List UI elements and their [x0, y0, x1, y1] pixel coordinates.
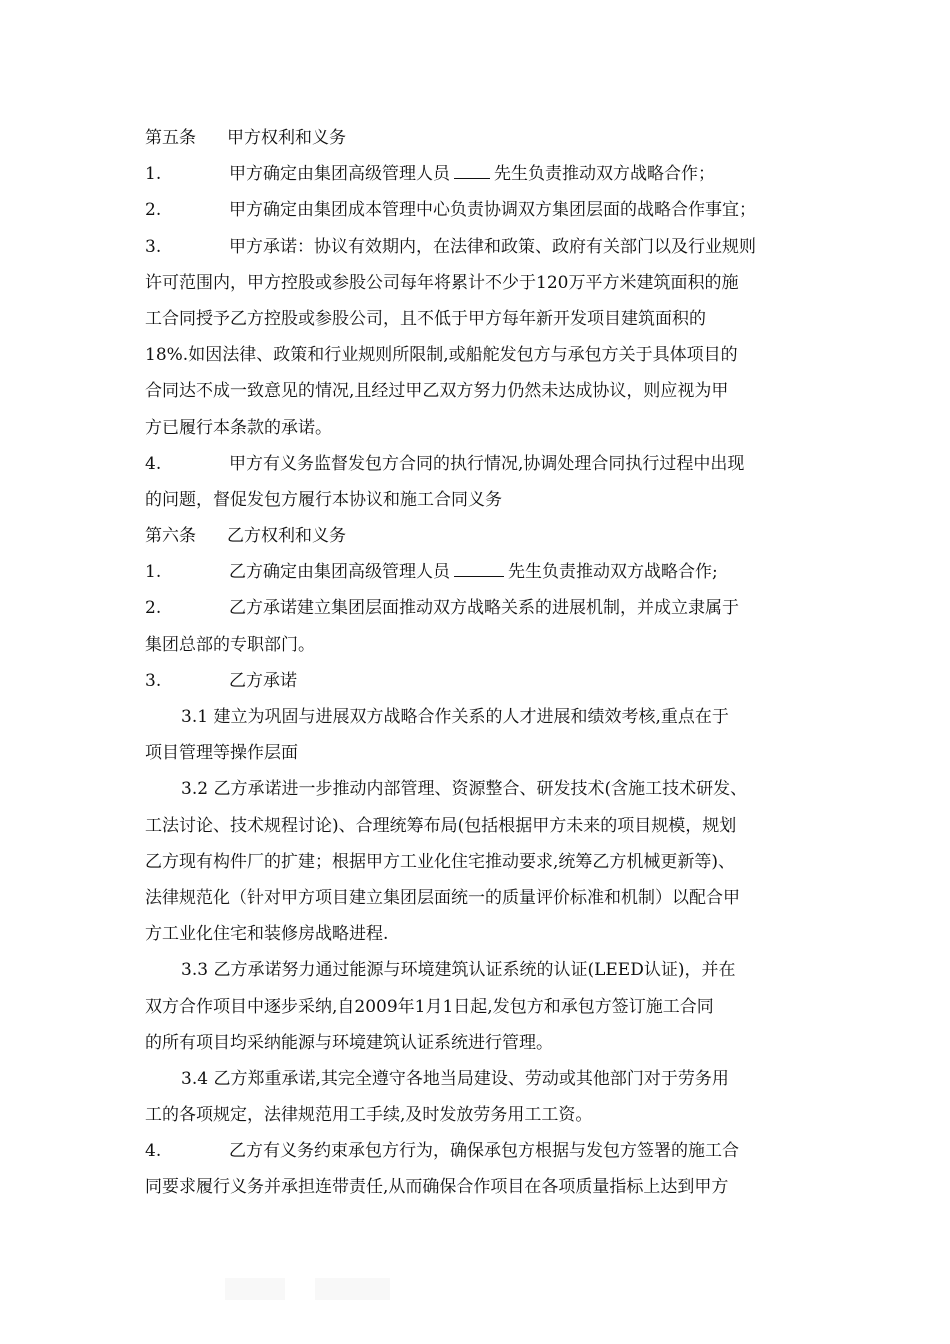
- item-text: 乙方承诺: [229, 670, 297, 691]
- article-6-item-2-line-1: [145, 590, 815, 626]
- article-5-item-3-line-1: [145, 229, 815, 265]
- article-5-title: 甲方权利和义务: [227, 128, 346, 148]
- paragraph-line: 许可范围内，甲方控股或参股公司每年将累计不少于120万平方米建筑面积的施: [145, 272, 739, 293]
- paragraph-line: 乙方现有构件厂的扩建；根据甲方工业化住宅推动要求,统筹乙方机械更新等)、: [145, 851, 736, 872]
- item-number: 3.: [145, 236, 162, 257]
- sub-item-3-3-line-1: [145, 952, 815, 988]
- item-number: 1.: [145, 164, 162, 185]
- name-blank: [454, 158, 490, 179]
- sub-item-number: 3.2: [181, 779, 209, 800]
- sub-item-3-2-line-1: [145, 771, 815, 807]
- item-text-before: 甲方确定由集团高级管理人员: [229, 164, 450, 185]
- item-text: 甲方承诺：协议有效期内，在法律和政策、政府有关部门以及行业规则: [229, 236, 756, 257]
- sub-item-number: 3.1: [181, 707, 209, 727]
- article-6-item-3: [145, 663, 815, 699]
- article-5-label: 第五条: [145, 128, 196, 148]
- paragraph-line: 方已履行本条款的承诺。: [145, 417, 332, 438]
- paragraph-line: 项目管理等操作层面: [145, 743, 298, 764]
- item-text: 甲方确定由集团成本管理中心负责协调双方集团层面的战略合作事宜；: [229, 200, 756, 221]
- paragraph-line: 同要求履行义务并承担连带责任,从而确保合作项目在各项质量指标上达到甲方: [145, 1177, 729, 1198]
- article-5-item-2: [145, 192, 815, 228]
- item-text-before: 乙方确定由集团高级管理人员: [229, 562, 450, 583]
- sub-item-text: 乙方郑重承诺,其完全遵守各地当局建设、劳动或其他部门对于劳务用: [213, 1068, 729, 1089]
- item-number: 2.: [145, 200, 162, 221]
- item-text: 甲方有义务监督发包方合同的执行情况,协调处理合同执行过程中出现: [229, 453, 745, 474]
- paragraph-line: 方工业化住宅和装修房战略进程.: [145, 924, 389, 945]
- article-6-title: 乙方权利和义务: [227, 526, 346, 547]
- article-6-label: 第六条: [145, 526, 196, 547]
- paragraph-line: 工的各项规定，法律规范用工手续,及时发放劳务用工工资。: [145, 1105, 593, 1126]
- item-number: 4.: [145, 1141, 162, 1162]
- item-text: 乙方有义务约束承包方行为，确保承包方根据与发包方签署的施工合: [229, 1141, 739, 1162]
- name-blank: [454, 556, 504, 577]
- item-text-after: 先生负责推动双方战略合作;: [508, 562, 718, 583]
- item-text-after: 先生负责推动双方战略合作；: [494, 164, 715, 185]
- paragraph-line: 的所有项目均采纳能源与环境建筑认证系统进行管理。: [145, 1032, 553, 1053]
- paragraph-line: 18%.如因法律、政策和行业规则所限制,或船舵发包方与承包方关于具体项目的: [145, 345, 738, 366]
- item-number: 4.: [145, 453, 162, 474]
- sub-item-number: 3.3: [181, 960, 209, 981]
- item-number: 2.: [145, 598, 162, 619]
- sub-item-3-1-line-1: [145, 699, 815, 735]
- sub-item-text: 乙方承诺进一步推动内部管理、资源整合、研发技术(含施工技术研发、: [213, 779, 748, 800]
- item-text: 乙方承诺建立集团层面推动双方战略关系的进展机制，并成立隶属于: [229, 598, 739, 619]
- sub-item-text: 建立为巩固与进展双方战略合作关系的人才进展和绩效考核,重点在于: [213, 707, 729, 727]
- paragraph-line: 的问题，督促发包方履行本协议和施工合同义务: [145, 489, 502, 510]
- paragraph-line: 法律规范化（针对甲方项目建立集团层面统一的质量评价标准和机制）以配合甲: [145, 887, 740, 908]
- article-6-heading: [145, 518, 815, 554]
- paragraph-line: 双方合作项目中逐步采纳,自2009年1月1日起,发包方和承包方签订施工合同: [145, 996, 714, 1017]
- article-6-item-1: [145, 554, 815, 590]
- paragraph-line: 工法讨论、技术规程讨论)、合理统筹布局(包括根据甲方未来的项目规模，规划: [145, 815, 737, 836]
- sub-item-3-4-line-1: [145, 1061, 815, 1097]
- paragraph-line: 集团总部的专职部门。: [145, 634, 315, 655]
- article-5-item-4-line-1: [145, 446, 815, 482]
- sub-item-number: 3.4: [181, 1068, 209, 1089]
- paragraph-line: 工合同授予乙方控股或参股公司，且不低于甲方每年新开发项目建筑面积的: [145, 308, 706, 329]
- article-5-heading: [145, 120, 815, 156]
- paragraph-line: 合同达不成一致意见的情况,且经过甲乙双方努力仍然未达成协议，则应视为甲: [145, 381, 729, 402]
- sub-item-text: 乙方承诺努力通过能源与环境建筑认证系统的认证(LEED认证)，并在: [213, 960, 736, 981]
- item-number: 1.: [145, 562, 162, 583]
- article-6-item-4-line-1: [145, 1133, 815, 1169]
- document-body: [145, 120, 815, 1206]
- faint-watermark-text: [225, 1278, 525, 1300]
- article-5-item-1: [145, 156, 815, 192]
- item-number: 3.: [145, 670, 162, 691]
